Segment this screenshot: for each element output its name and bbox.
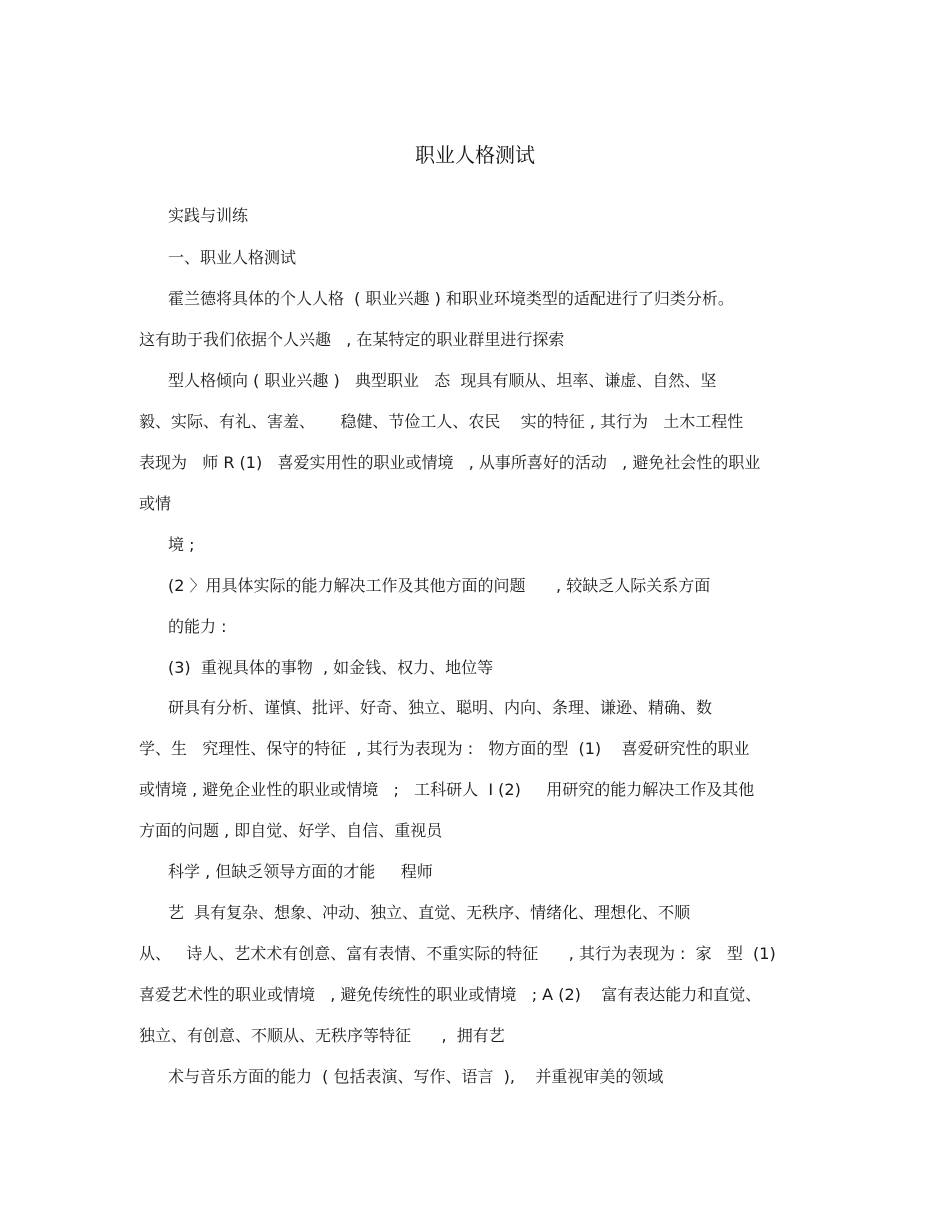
text-line: (3) 重视具体的事物 , 如金钱、权力、地位等 [168, 658, 494, 677]
text-line: 独立、有创意、不顺从、无秩序等特征 , 拥有艺 [139, 1026, 505, 1045]
text-line: 科学 , 但缺乏领导方面的才能 程师 [168, 862, 433, 881]
text-line: (2 〉用具体实际的能力解决工作及其他方面的问题 , 较缺乏人际关系方面 [168, 576, 711, 595]
text-line: 境 ; [168, 535, 195, 554]
text-line: 喜爱艺术性的职业或情境 , 避免传统性的职业或情境 ; A (2) 富有表达能力和直觉、 [139, 985, 762, 1004]
text-line: 的能力 : [168, 617, 227, 636]
text-line: 型人格倾向 ( 职业兴趣 ) 典型职业 态 现具有顺从、坦率、谦虚、自然、坚 [168, 371, 717, 390]
text-line: 方面的问题 , 即自觉、好学、自信、重视员 [139, 821, 443, 840]
text-line: 一、职业人格测试 [168, 248, 297, 267]
text-line: 学、生 究理性、保守的特征 , 其行为表现为 : 物方面的型 (1) 喜爱研究性的职业 [139, 739, 750, 758]
text-line: 研具有分析、谨慎、批评、好奇、独立、聪明、内向、条理、谦逊、精确、数 [168, 698, 713, 717]
document-title: 职业人格测试 [415, 143, 535, 167]
text-line: 毅、实际、有礼、害羞、 稳健、节俭工人、农民 实的特征 , 其行为 土木工程性 [139, 412, 744, 431]
text-line: 实践与训练 [168, 206, 249, 225]
text-line: 表现为 师 R (1) 喜爱实用性的职业或情境 , 从事所喜好的活动 , 避免社会性的职业 [139, 453, 761, 472]
text-line: 从、 诗人、艺术术有创意、富有表情、不重实际的特征 , 其行为表现为 : 家 型 (1) [139, 944, 776, 963]
text-line: 艺 具有复杂、想象、冲动、独立、直觉、无秩序、情绪化、理想化、不顺 [168, 903, 691, 922]
text-line: 这有助于我们依据个人兴趣 , 在某特定的职业群里进行探索 [139, 330, 565, 349]
text-line: 或情境 , 避免企业性的职业或情境 ; 工科研人 I (2) 用研究的能力解决工作及其他 [139, 780, 755, 799]
text-line: 术与音乐方面的能力 ( 包括表演、写作、语言 ), 并重视审美的领域 [168, 1067, 664, 1086]
text-line: 或情 [139, 494, 172, 513]
text-line: 霍兰德将具体的个人人格 ( 职业兴趣 ) 和职业环境类型的适配进行了归类分析。 [168, 289, 734, 308]
